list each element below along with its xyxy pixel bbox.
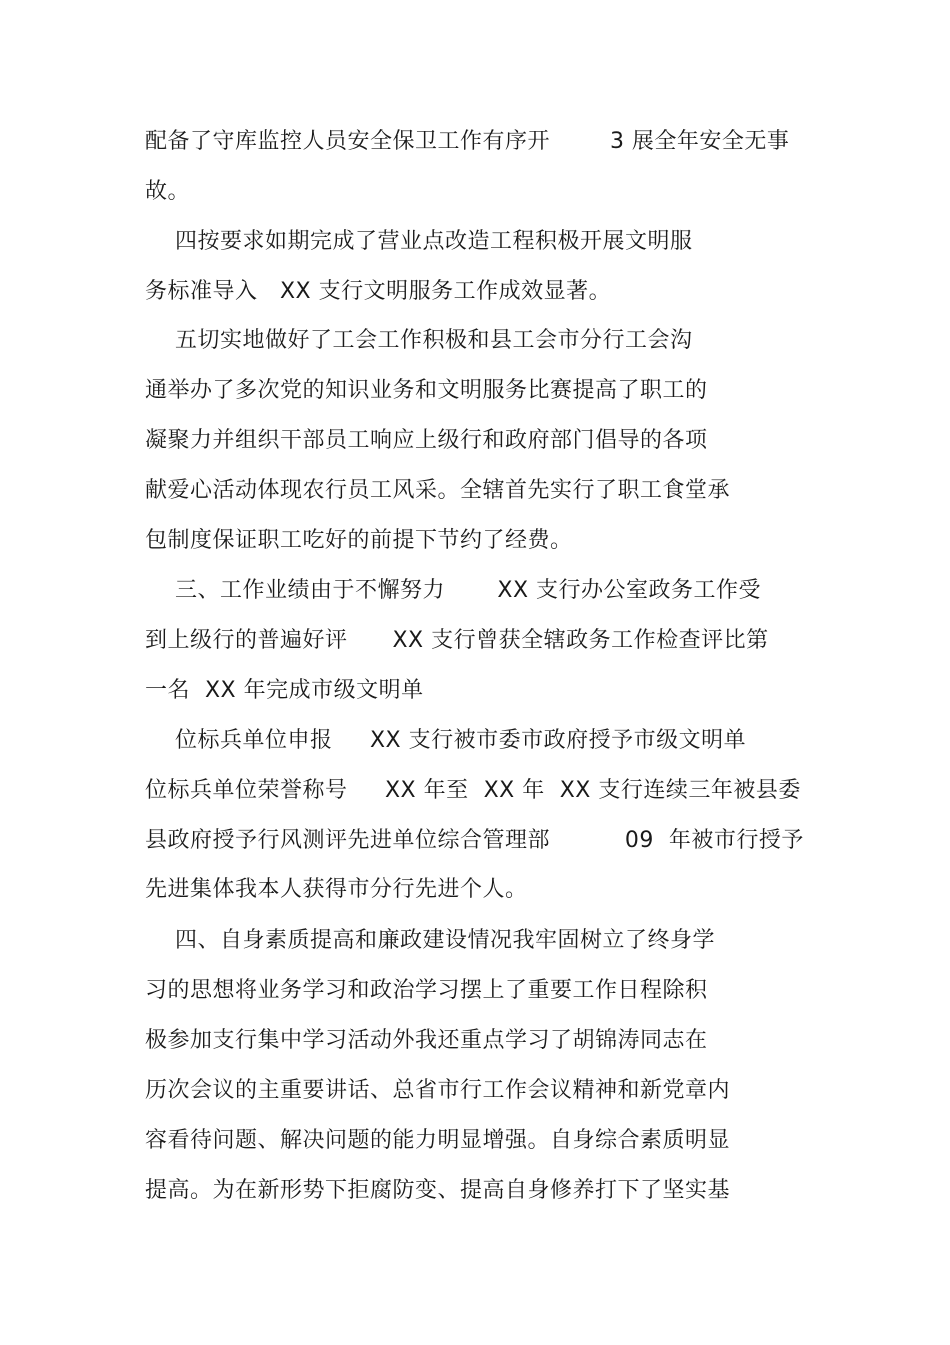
text-line: 位标兵单位荣誉称号 XX 年至 XX 年 XX 支行连续三年被县委 [145, 778, 801, 803]
text-line: 极参加支行集中学习活动外我还重点学习了胡锦涛同志在 [145, 1028, 708, 1053]
text-line: 五切实地做好了工会工作积极和县工会市分行工会沟 [145, 328, 693, 353]
text-line: 务标准导入 XX 支行文明服务工作成效显著。 [145, 279, 612, 304]
text-line: 位标兵单位申报 XX 支行被市委市政府授予市级文明单 [145, 728, 747, 753]
text-line: 凝聚力并组织干部员工响应上级行和政府部门倡导的各项 [145, 428, 708, 453]
text-line: 四、自身素质提高和廉政建设情况我牢固树立了终身学 [145, 928, 715, 953]
text-line: 习的思想将业务学习和政治学习摆上了重要工作日程除积 [145, 978, 708, 1003]
text-line: 先进集体我本人获得市分行先进个人。 [145, 877, 528, 902]
text-line: 提高。为在新形势下拒腐防变、提高自身修养打下了坚实基 [145, 1178, 731, 1203]
text-line: 三、工作业绩由于不懈努力 XX 支行办公室政务工作受 [145, 578, 762, 603]
text-line: 故。 [145, 179, 191, 204]
text-line: 通举办了多次党的知识业务和文明服务比赛提高了职工的 [145, 378, 708, 403]
text-line: 配备了守库监控人员安全保卫工作有序开 3 展全年安全无事 [145, 129, 790, 154]
text-line: 历次会议的主重要讲话、总省市行工作会议精神和新党章内 [145, 1078, 731, 1103]
text-line: 一名 XX 年完成市级文明单 [145, 678, 424, 703]
text-line: 献爱心活动体现农行员工风采。全辖首先实行了职工食堂承 [145, 478, 731, 503]
text-line: 容看待问题、解决问题的能力明显增强。自身综合素质明显 [145, 1128, 731, 1153]
text-line: 包制度保证职工吃好的前提下节约了经费。 [145, 528, 573, 553]
text-line: 到上级行的普遍好评 XX 支行曾获全辖政务工作检查评比第 [145, 628, 769, 653]
text-line: 四按要求如期完成了营业点改造工程积极开展文明服 [145, 229, 693, 254]
text-line: 县政府授予行风测评先进单位综合管理部 09 年被市行授予 [145, 828, 804, 853]
